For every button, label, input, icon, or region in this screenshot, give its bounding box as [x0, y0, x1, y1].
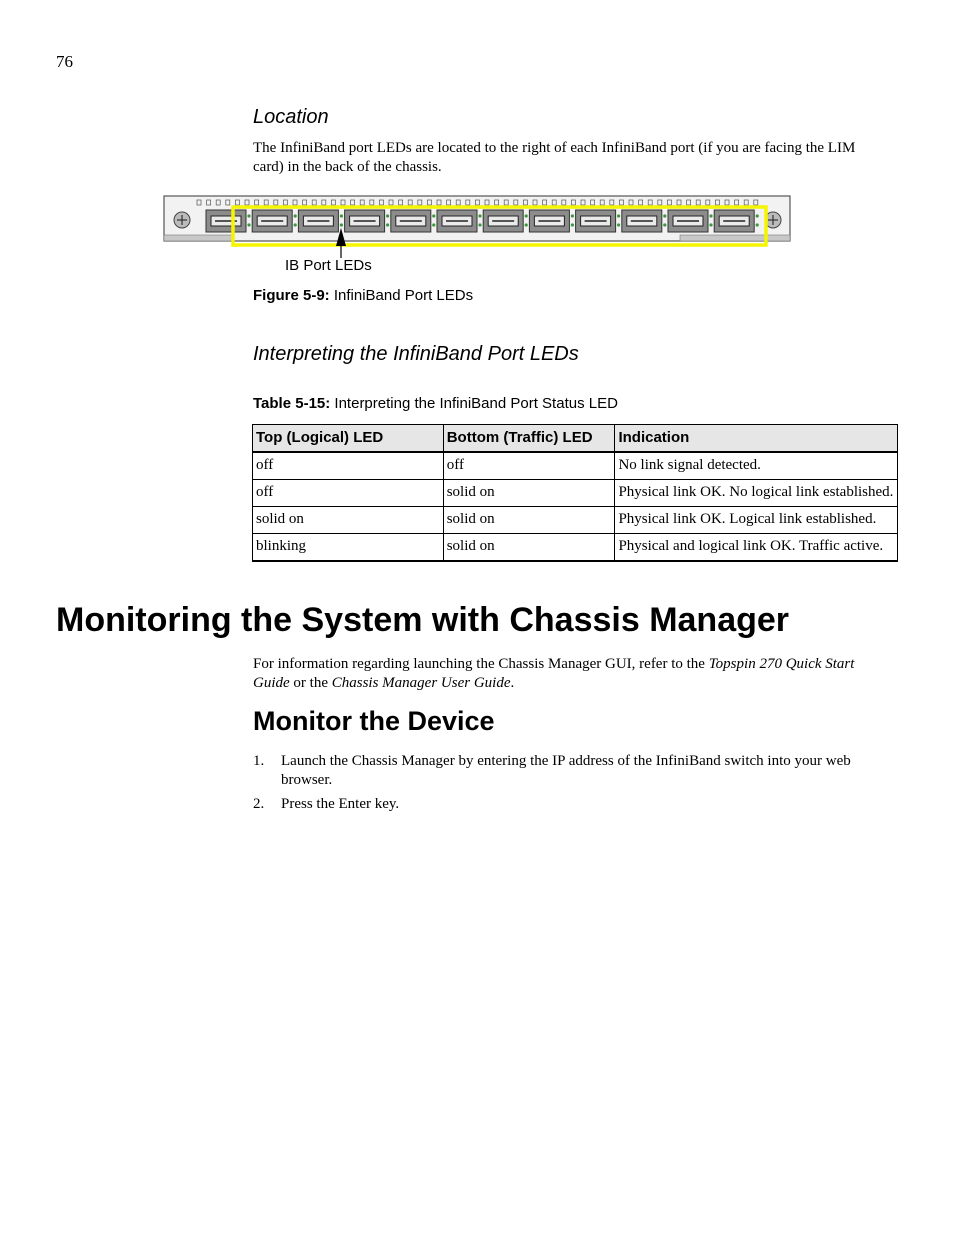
figure-caption-prefix: Figure 5-9:: [253, 287, 330, 304]
list-item: [253, 752, 893, 790]
location-paragraph: The InfiniBand port LEDs are located to the right of each InfiniBand port (if you are facing the LIM card) in the back of the chassis.: [253, 140, 856, 175]
column-header: Bottom (Traffic) LED: [443, 425, 615, 453]
table-cell: solid on: [443, 534, 615, 562]
port-led: [571, 214, 574, 217]
infiniband-port-icon: [622, 210, 667, 232]
table-caption-prefix: Table 5-15:: [253, 395, 331, 412]
port-led: [617, 223, 620, 226]
led-status-table: [252, 424, 898, 562]
port-led: [340, 214, 343, 217]
infiniband-port-icon: [252, 210, 297, 232]
table-cell: off: [253, 452, 444, 480]
table-row: [253, 534, 898, 562]
paragraph-text: For information regarding launching the Chassis Manager GUI, refer to the: [253, 656, 709, 672]
chassis-manager-guide-title: Chassis Manager User Guide: [331, 675, 511, 691]
section-heading: Monitoring the System with Chassis Manager: [56, 601, 790, 639]
lim-card-figure: [163, 195, 793, 247]
table-cell: Physical link OK. Logical link established.: [615, 507, 898, 534]
step-text: Launch the Chassis Manager by entering the IP address of the InfiniBand switch into your web browser.: [281, 753, 851, 788]
port-led: [709, 223, 712, 226]
figure-caption: [253, 287, 473, 304]
table-cell: solid on: [443, 480, 615, 507]
quick-start-guide-title: Topspin 270 Quick Start Guide: [253, 656, 855, 691]
list-item: [253, 795, 893, 814]
table-cell: blinking: [253, 534, 444, 562]
table-row: [253, 480, 898, 507]
table-header-row: [253, 425, 898, 453]
infiniband-port-icon: [529, 210, 574, 232]
port-led: [247, 223, 250, 226]
infiniband-port-icon: [391, 210, 436, 232]
table-cell: solid on: [443, 507, 615, 534]
column-header: Top (Logical) LED: [253, 425, 444, 453]
callout-arrow-icon: [330, 226, 352, 260]
table-caption-text: Interpreting the InfiniBand Port Status LED: [334, 395, 618, 412]
interpreting-heading: Interpreting the InfiniBand Port LEDs: [253, 343, 579, 365]
port-led: [478, 223, 481, 226]
page-number: 76: [56, 52, 73, 71]
port-led: [663, 214, 666, 217]
port-led: [294, 214, 297, 217]
steps-list: [253, 752, 893, 819]
port-led: [386, 214, 389, 217]
step-number: 2.: [253, 796, 265, 812]
table-cell: solid on: [253, 507, 444, 534]
port-led: [756, 223, 759, 226]
table-cell: Physical and logical link OK. Traffic active.: [615, 534, 898, 562]
location-heading: Location: [253, 106, 329, 128]
step-text: Press the Enter key.: [281, 796, 400, 812]
port-led: [478, 214, 481, 217]
figure-caption-text: InfiniBand Port LEDs: [333, 287, 474, 304]
port-led: [247, 214, 250, 217]
port-led: [525, 214, 528, 217]
port-led: [571, 223, 574, 226]
step-number: 1.: [253, 753, 265, 769]
left-screw-icon: [174, 212, 190, 228]
port-led: [386, 223, 389, 226]
port-led: [617, 214, 620, 217]
subsection-heading: Monitor the Device: [253, 706, 495, 736]
column-header: Indication: [615, 425, 898, 453]
monitoring-paragraph: [253, 655, 888, 693]
infiniband-port-icon: [576, 210, 621, 232]
table-cell: No link signal detected.: [615, 452, 898, 480]
port-led: [294, 223, 297, 226]
infiniband-port-icon: [437, 210, 482, 232]
table-row: [253, 507, 898, 534]
port-led: [663, 223, 666, 226]
port-led: [432, 223, 435, 226]
table-caption: [253, 395, 618, 412]
table-cell: off: [253, 480, 444, 507]
infiniband-port-icon: [714, 210, 759, 232]
paragraph-text: .: [510, 675, 515, 691]
table-row: [253, 452, 898, 480]
infiniband-port-icon: [668, 210, 713, 232]
port-led: [709, 214, 712, 217]
port-led: [756, 214, 759, 217]
infiniband-port-icon: [483, 210, 528, 232]
port-led: [525, 223, 528, 226]
table-cell: off: [443, 452, 615, 480]
infiniband-port-icon: [206, 210, 251, 232]
port-led: [432, 214, 435, 217]
table-cell: Physical link OK. No logical link established.: [615, 480, 898, 507]
figure-callout-label: IB Port LEDs: [285, 257, 372, 274]
paragraph-text: or the: [289, 675, 332, 691]
